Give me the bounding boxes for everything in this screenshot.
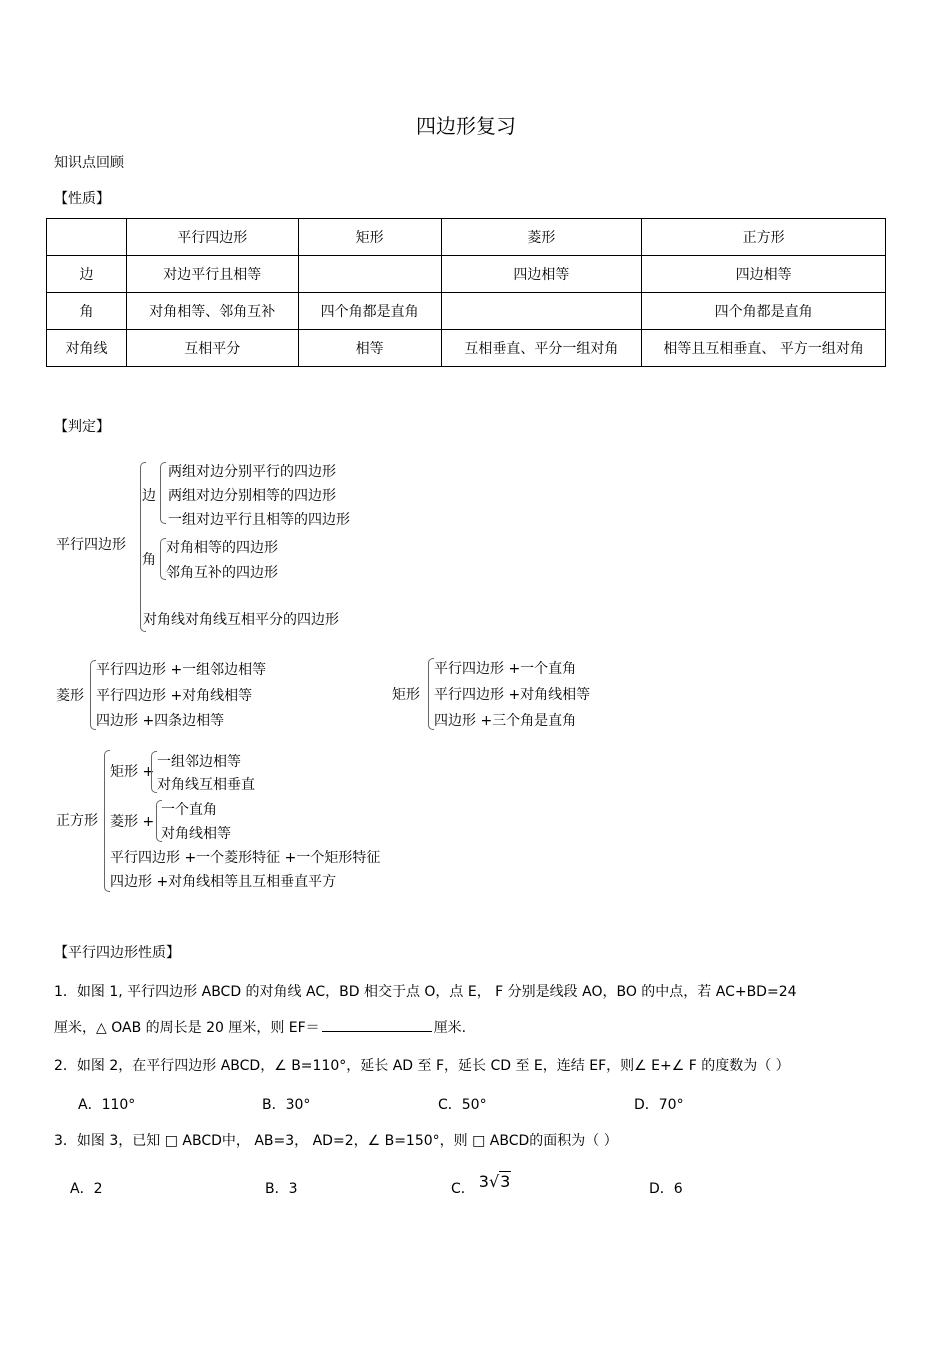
criteria-item: 一组对边平行且相等的四边形 [168,512,350,528]
criteria-item: 四边形 +对角线相等且互相垂直平方 [110,874,337,890]
table-cell: 边 [47,256,127,293]
table-header-cell: 平行四边形 [126,219,298,256]
table-cell: 四边相等 [441,256,642,293]
parallelogram-label: 平行四边形 [56,537,126,553]
table-row [47,330,886,367]
option-d: D．70° [634,1097,684,1113]
table-cell: 互相垂直、平分一组对角 [441,330,642,367]
criteria-item: 一个直角 [161,802,217,818]
answer-blank [322,1017,432,1032]
table-header-cell: 菱形 [441,219,642,256]
criteria-item: 平行四边形 +对角线相等 [434,687,591,703]
sqrt-expression [479,1172,512,1191]
criteria-item: 对角线对角线互相平分的四边形 [143,612,339,628]
table-cell: 对边平行且相等 [126,256,298,293]
criteria-item: 平行四边形 +一个直角 [434,661,577,677]
table-cell: 对角相等、邻角互补 [126,293,298,330]
table-cell [298,256,441,293]
criteria-item: 两组对边分别相等的四边形 [168,488,336,504]
question-2: 2．如图 2，在平行四边形 ABCD，∠ B=110°，延长 AD 至 F，延长 CD 至 E，连结 EF，则∠ E+∠ F 的度数为（ ） [54,1058,790,1074]
criteria-item: 一组邻边相等 [157,754,241,770]
table-header-row [47,219,886,256]
question-1-line-2 [54,1017,466,1037]
question-3: 3．如图 3，已知 □ ABCD中， AB=3， AD=2，∠ B=150°，则 □ ABCD的面积为（ ） [54,1133,618,1149]
exercises-heading: 【平行四边形性质】 [54,945,180,961]
question-1-line-1: 1．如图 1, 平行四边形 ABCD 的对角线 AC，BD 相交于点 O，点 E， F 分别是线段 AO，BO 的中点，若 AC+BD=24 [54,984,797,1000]
option-c: C．50° [438,1097,487,1113]
rect-plus-label: 矩形 + [110,764,155,780]
sqrt-radicand: 3 [500,1172,511,1191]
angle-label: 角 [142,552,156,568]
review-heading: 知识点回顾 [54,155,124,171]
table-cell: 角 [47,293,127,330]
table-cell: 相等且互相垂直、 平方一组对角 [642,330,886,367]
question-1-unit: 厘米. [433,1020,467,1036]
properties-table [46,218,886,367]
option-c [451,1172,511,1198]
criteria-item: 平行四边形 +对角线相等 [96,688,253,704]
rhombus-plus-label: 菱形 + [110,814,155,830]
page-title: 四边形复习 [416,114,516,138]
table-row [47,256,886,293]
rectangle-label: 矩形 [392,687,420,703]
sqrt-sign: √3 [488,1172,511,1191]
criteria-item: 两组对边分别平行的四边形 [168,464,336,480]
table-cell: 互相平分 [126,330,298,367]
table-cell: 相等 [298,330,441,367]
criteria-item: 对角相等的四边形 [166,540,278,556]
table-header-cell: 正方形 [642,219,886,256]
option-b: B．3 [265,1181,298,1197]
table-cell [441,293,642,330]
table-cell: 四个角都是直角 [642,293,886,330]
table-cell: 四边相等 [642,256,886,293]
option-a: A．2 [70,1181,103,1197]
criteria-heading: 【判定】 [54,419,110,435]
sqrt-coefficient: 3 [478,1172,489,1191]
criteria-item: 对角线相等 [161,826,231,842]
table-cell: 对角线 [47,330,127,367]
criteria-item: 四边形 +三个角是直角 [434,713,577,729]
side-brace [160,462,166,524]
side-label: 边 [142,488,156,504]
properties-heading: 【性质】 [54,191,110,207]
square-label: 正方形 [56,813,98,829]
criteria-item: 四边形 +四条边相等 [96,713,225,729]
table-row [47,293,886,330]
table-header-cell [47,219,127,256]
option-c-label: C． [451,1181,475,1197]
rhombus-label: 菱形 [56,688,84,704]
criteria-item: 平行四边形 +一组邻边相等 [96,662,267,678]
question-1-text: 厘米，△ OAB 的周长是 20 厘米，则 EF＝ [54,1020,320,1036]
table-cell: 四个角都是直角 [298,293,441,330]
option-d: D．6 [649,1181,683,1197]
criteria-item: 平行四边形 +一个菱形特征 +一个矩形特征 [110,850,381,866]
criteria-item: 对角线互相垂直 [157,777,255,793]
table-header-cell: 矩形 [298,219,441,256]
option-a: A．110° [78,1097,136,1113]
option-b: B．30° [262,1097,311,1113]
criteria-item: 邻角互补的四边形 [166,565,278,581]
